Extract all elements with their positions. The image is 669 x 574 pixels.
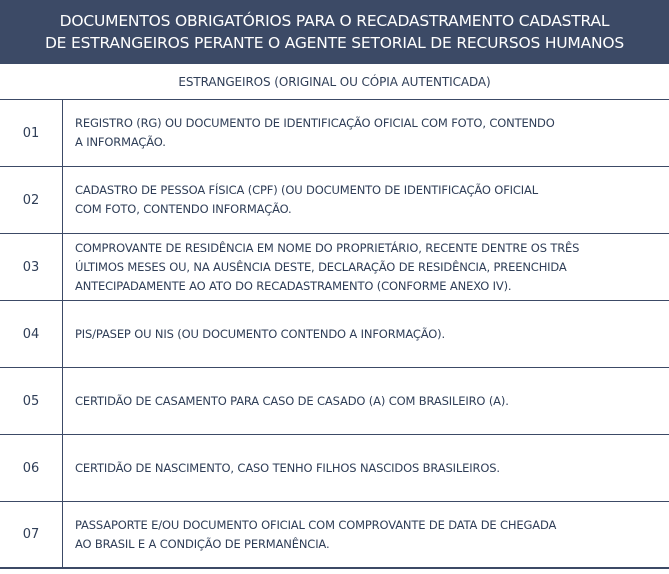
table-row — [0, 502, 669, 569]
description-line: CERTIDÃO DE CASAMENTO PARA CASO DE CASADO (A) COM BRASILEIRO (A). — [75, 393, 509, 408]
row-number: 06 — [0, 435, 63, 501]
row-description — [63, 167, 669, 233]
row-description — [63, 368, 669, 434]
description-line: REGISTRO (RG) OU DOCUMENTO DE IDENTIFICAÇÃO OFICIAL COM FOTO, CONTENDO — [75, 116, 555, 130]
description-line: A INFORMAÇÃO. — [75, 135, 166, 149]
documents-table — [0, 100, 669, 569]
table-row — [0, 301, 669, 368]
row-description — [63, 502, 669, 567]
title-line-1: DOCUMENTOS OBRIGATÓRIOS PARA O RECADASTRAMENTO CADASTRAL — [59, 12, 610, 30]
row-number: 01 — [0, 100, 63, 166]
row-number: 07 — [0, 502, 63, 567]
title-line-2: DE ESTRANGEIROS PERANTE O AGENTE SETORIAL DE RECURSOS HUMANOS — [44, 34, 625, 52]
description-line: ANTECIPADAMENTE AO ATO DO RECADASTRAMENTO (CONFORME ANEXO IV). — [75, 278, 512, 293]
description-line: CERTIDÃO DE NASCIMENTO, CASO TENHO FILHOS NASCIDOS BRASILEIROS. — [75, 460, 500, 475]
description-line: COMPROVANTE DE RESIDÊNCIA EM NOME DO PROPRIETÁRIO, RECENTE DENTRE OS TRÊS — [75, 240, 580, 255]
description-line: ÚLTIMOS MESES OU, NA AUSÊNCIA DESTE, DECLARAÇÃO DE RESIDÊNCIA, PREENCHIDA — [75, 259, 567, 274]
row-number: 02 — [0, 167, 63, 233]
table-row — [0, 234, 669, 301]
description-line: CADASTRO DE PESSOA FÍSICA (CPF) (OU DOCUMENTO DE IDENTIFICAÇÃO OFICIAL — [75, 183, 538, 197]
document-header — [0, 0, 669, 64]
row-number: 04 — [0, 301, 63, 367]
table-row — [0, 100, 669, 167]
row-number: 05 — [0, 368, 63, 434]
table-row — [0, 167, 669, 234]
row-description — [63, 301, 669, 367]
table-row — [0, 368, 669, 435]
description-line: COM FOTO, CONTENDO INFORMAÇÃO. — [75, 202, 292, 216]
description-line: PASSAPORTE E/OU DOCUMENTO OFICIAL COM COMPROVANTE DE DATA DE CHEGADA — [75, 517, 557, 532]
row-number: 03 — [0, 234, 63, 300]
description-line: AO BRASIL E A CONDIÇÃO DE PERMANÊNCIA. — [75, 536, 330, 551]
table-row — [0, 435, 669, 502]
description-line: PIS/PASEP OU NIS (OU DOCUMENTO CONTENDO A INFORMAÇÃO). — [75, 326, 445, 341]
row-description — [63, 100, 669, 166]
section-subtitle: ESTRANGEIROS (ORIGINAL OU CÓPIA AUTENTICADA) — [0, 64, 669, 100]
row-description — [63, 234, 669, 300]
row-description — [63, 435, 669, 501]
